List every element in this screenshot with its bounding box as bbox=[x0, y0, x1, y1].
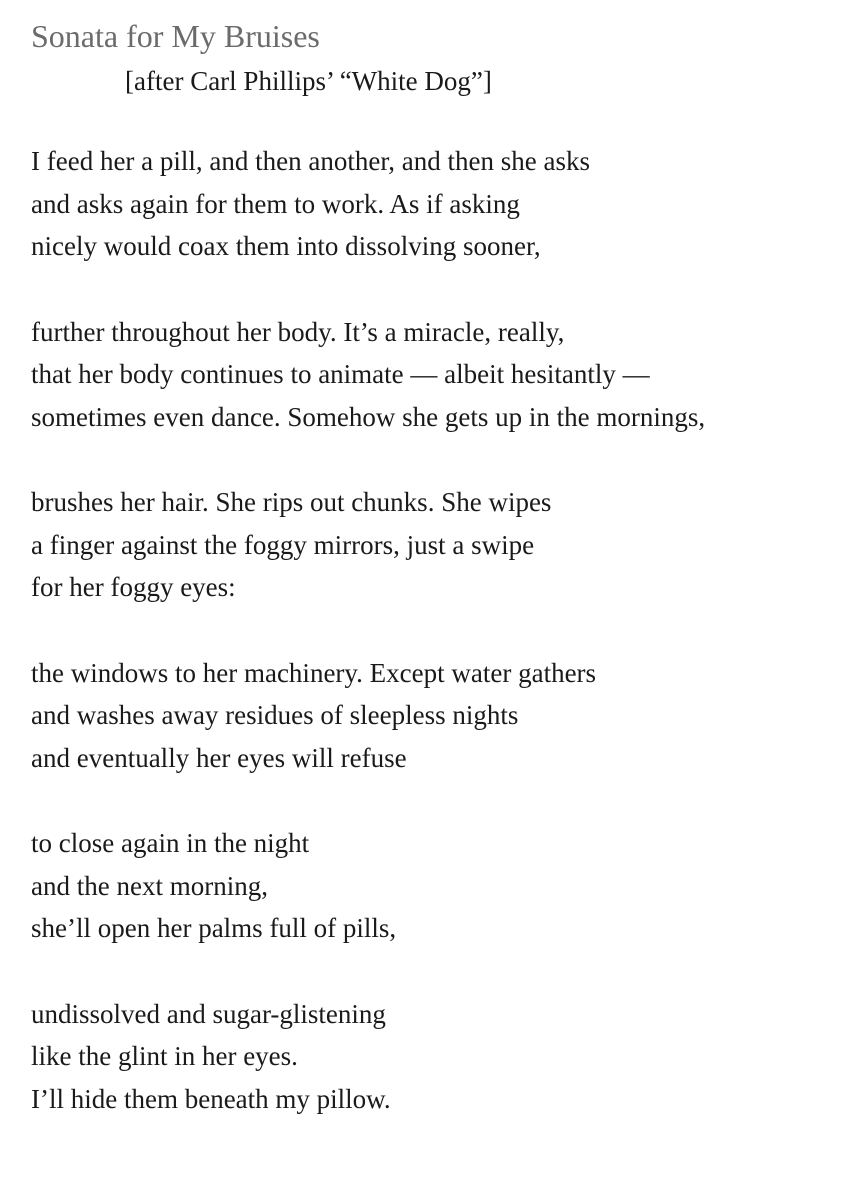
poem-line: and the next morning, bbox=[31, 870, 268, 901]
poem-line: the windows to her machinery. Except water gathers bbox=[31, 657, 597, 688]
poem-line: for her foggy eyes: bbox=[31, 572, 236, 602]
stanza-4 bbox=[31, 652, 842, 780]
stanza-2 bbox=[31, 311, 842, 439]
poem-line: a finger against the foggy mirrors, just a swipe bbox=[31, 529, 535, 560]
poem-line: undissolved and sugar-glistening bbox=[31, 998, 386, 1029]
poem-line: and eventually her eyes will refuse bbox=[31, 742, 407, 773]
poem-line: and asks again for them to work. As if asking bbox=[31, 188, 520, 219]
stanza-1 bbox=[31, 140, 842, 268]
poem-body bbox=[31, 140, 842, 1120]
stanza-5 bbox=[31, 822, 842, 950]
poem-line: brushes her hair. She rips out chunks. She wipes bbox=[31, 487, 552, 517]
poem-line: to close again in the night bbox=[31, 828, 310, 858]
poem-line: nicely would coax them into dissolving sooner, bbox=[31, 231, 541, 261]
stanza-3 bbox=[31, 481, 842, 609]
poem-line: further throughout her body. It’s a miracle, really, bbox=[31, 316, 565, 347]
stanza-6 bbox=[31, 993, 842, 1121]
poem-line: I feed her a pill, and then another, and then she asks bbox=[31, 146, 590, 176]
poem-line: and washes away residues of sleepless nights bbox=[31, 700, 519, 730]
poem-line: I’ll hide them beneath my pillow. bbox=[31, 1083, 391, 1114]
poem-line: sometimes even dance. Somehow she gets up in the mornings, bbox=[31, 401, 706, 432]
poem-line: like the glint in her eyes. bbox=[31, 1041, 298, 1071]
poem-line: she’ll open her palms full of pills, bbox=[31, 913, 397, 943]
poem-dedication: [after Carl Phillips’ “White Dog”] bbox=[125, 66, 492, 96]
poem-line: that her body continues to animate — albeit hesitantly — bbox=[31, 359, 650, 389]
poem-title: Sonata for My Bruises bbox=[31, 18, 320, 54]
